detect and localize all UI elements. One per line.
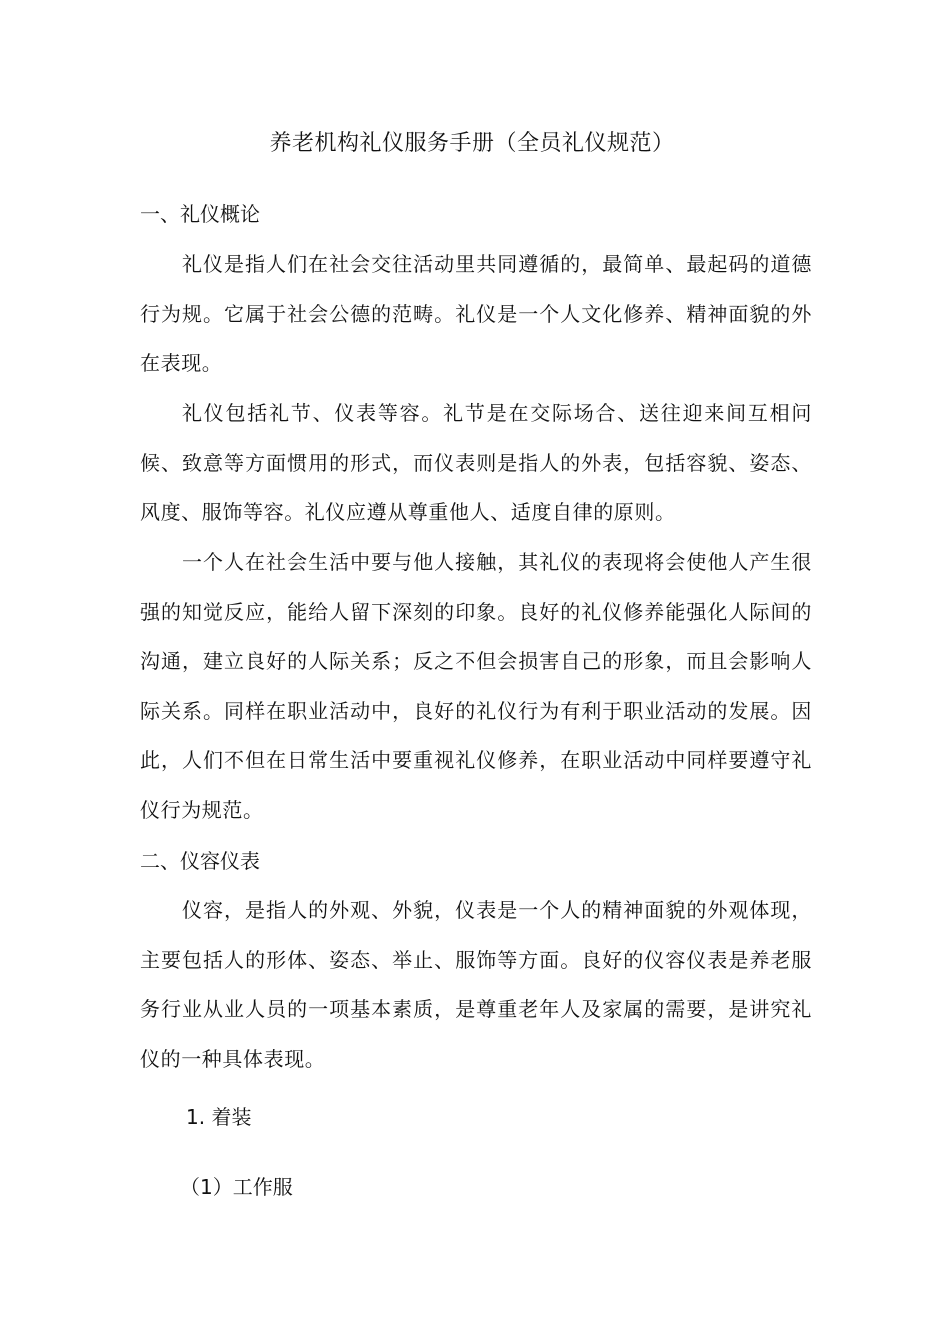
document-title: 养老机构礼仪服务手册（全员礼仪规范） <box>269 131 675 156</box>
item-1-subheading: （1）工作服 <box>180 1175 293 1199</box>
section-1-paragraph-1: 礼仪是指人们在社会交往活动里共同遵循的，最简单、最起码的道德行为规。它属于社会公德的范畴。礼仪是一个人文化修养、精神面貌的外在表现。 <box>140 252 812 375</box>
section-1-paragraph-3: 一个人在社会生活中要与他人接触，其礼仪的表现将会使他人产生很强的知觉反应，能给人留下深刻的印象。良好的礼仪修养能强化人际间的沟通，建立良好的人际关系；反之不但会损害自己的形象，而且会影响人际关系。同样在职业活动中，良好的礼仪行为有利于职业活动的发展。因此，人们不但在日常生活中要重视礼仪修养，在职业活动中同样要遵守礼仪行为规范。 <box>140 550 812 822</box>
item-1-heading: 1. 着装 <box>186 1105 252 1129</box>
section-1-paragraph-2: 礼仪包括礼节、仪表等容。礼节是在交际场合、送往迎来间互相问候、致意等方面惯用的形式，而仪表则是指人的外表，包括容貌、姿态、风度、服饰等容。礼仪应遵从尊重他人、适度自律的原则。 <box>140 401 812 524</box>
section-1-heading: 一、礼仪概论 <box>140 202 260 226</box>
section-2-paragraph-1: 仪容，是指人的外观、外貌，仪表是一个人的精神面貌的外观体现，主要包括人的形体、姿态、举止、服饰等方面。良好的仪容仪表是养老服务行业从业人员的一项基本素质，是尊重老年人及家属的需要，是讲究礼仪的一种具体表现。 <box>140 898 812 1071</box>
section-2-heading: 二、仪容仪表 <box>140 849 260 873</box>
